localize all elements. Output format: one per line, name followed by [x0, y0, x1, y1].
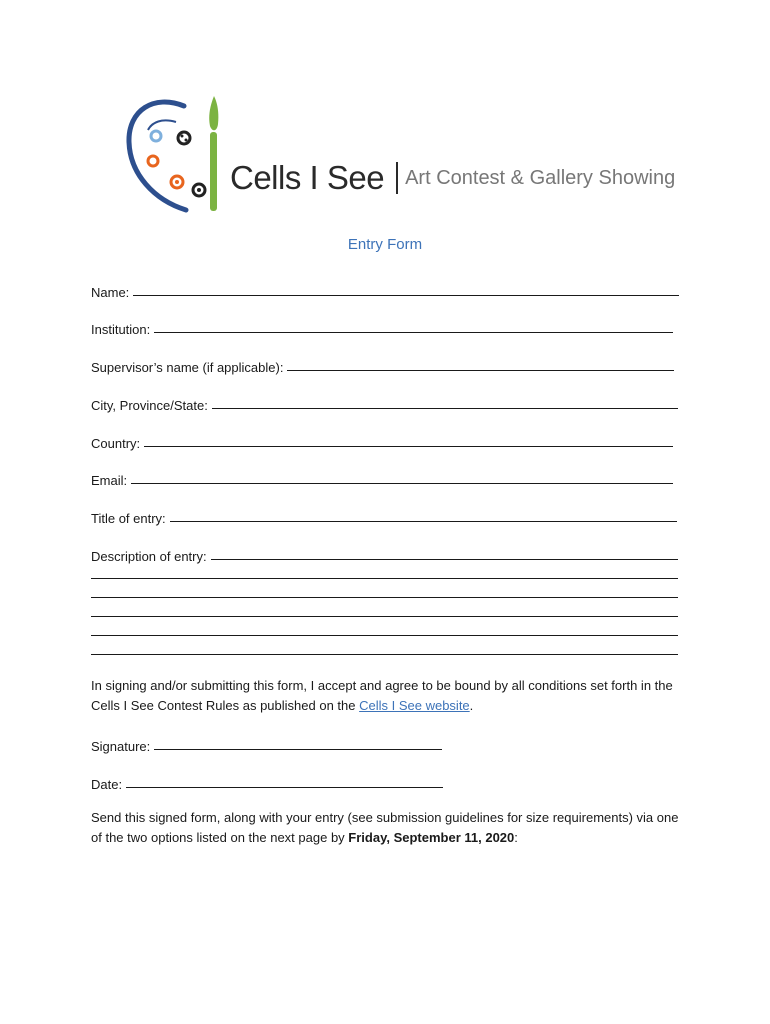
agreement-paragraph: [91, 676, 681, 716]
signature-field[interactable]: [91, 734, 442, 754]
description-field[interactable]: [91, 544, 678, 564]
form-title: Entry Form: [347, 236, 423, 253]
description-line[interactable]: [211, 558, 678, 560]
agreement-text: In signing and/or submitting this form, I accept and agree to be bound by all conditions set forth in the Cells I See Contest Rules as published on the: [91, 678, 673, 713]
date-field[interactable]: [91, 772, 443, 792]
email-label: Email:: [91, 473, 128, 488]
signature-label: Signature:: [91, 739, 151, 754]
description-line-5[interactable]: [91, 635, 678, 636]
city-line[interactable]: [212, 407, 678, 409]
supervisor-label: Supervisor’s name (if applicable):: [91, 360, 284, 375]
title-of-entry-field[interactable]: [91, 506, 677, 526]
palette-logo-icon: [124, 92, 224, 217]
signature-line[interactable]: [154, 748, 442, 750]
brand-name: Cells I See: [230, 159, 385, 196]
cells-i-see-website-link[interactable]: Cells I See website: [359, 698, 470, 713]
supervisor-field[interactable]: [91, 355, 674, 375]
name-line[interactable]: [133, 294, 679, 296]
name-label: Name:: [91, 285, 130, 300]
city-label: City, Province/State:: [91, 398, 208, 413]
title-of-entry-label: Title of entry:: [91, 511, 166, 526]
supervisor-line[interactable]: [287, 369, 674, 371]
brand-header: [230, 158, 675, 198]
email-field[interactable]: [91, 468, 673, 488]
agreement-text-end: .: [469, 698, 474, 713]
description-line-4[interactable]: [91, 616, 678, 617]
description-line-6[interactable]: [91, 654, 678, 655]
description-line-2[interactable]: [91, 578, 678, 579]
instructions-text-end: :: [514, 830, 518, 845]
brand-tagline: Art Contest & Gallery Showing: [405, 166, 676, 189]
country-label: Country:: [91, 436, 141, 451]
deadline-date: Friday, September 11, 2020: [348, 830, 515, 845]
description-label: Description of entry:: [91, 549, 207, 564]
date-label: Date:: [91, 777, 123, 792]
institution-line[interactable]: [154, 331, 673, 333]
brand-separator: [396, 162, 398, 194]
email-line[interactable]: [131, 482, 673, 484]
name-field[interactable]: [91, 280, 679, 300]
description-line-3[interactable]: [91, 597, 678, 598]
instructions-paragraph: [91, 808, 681, 848]
instructions-text: Send this signed form, along with your entry (see submission guidelines for size requirements) via one of the two options listed on the next page by: [91, 810, 679, 845]
institution-label: Institution:: [91, 322, 151, 337]
country-field[interactable]: [91, 431, 673, 451]
country-line[interactable]: [144, 445, 673, 447]
city-field[interactable]: [91, 393, 678, 413]
date-line[interactable]: [126, 786, 443, 788]
institution-field[interactable]: [91, 317, 673, 337]
title-of-entry-line[interactable]: [170, 520, 677, 522]
